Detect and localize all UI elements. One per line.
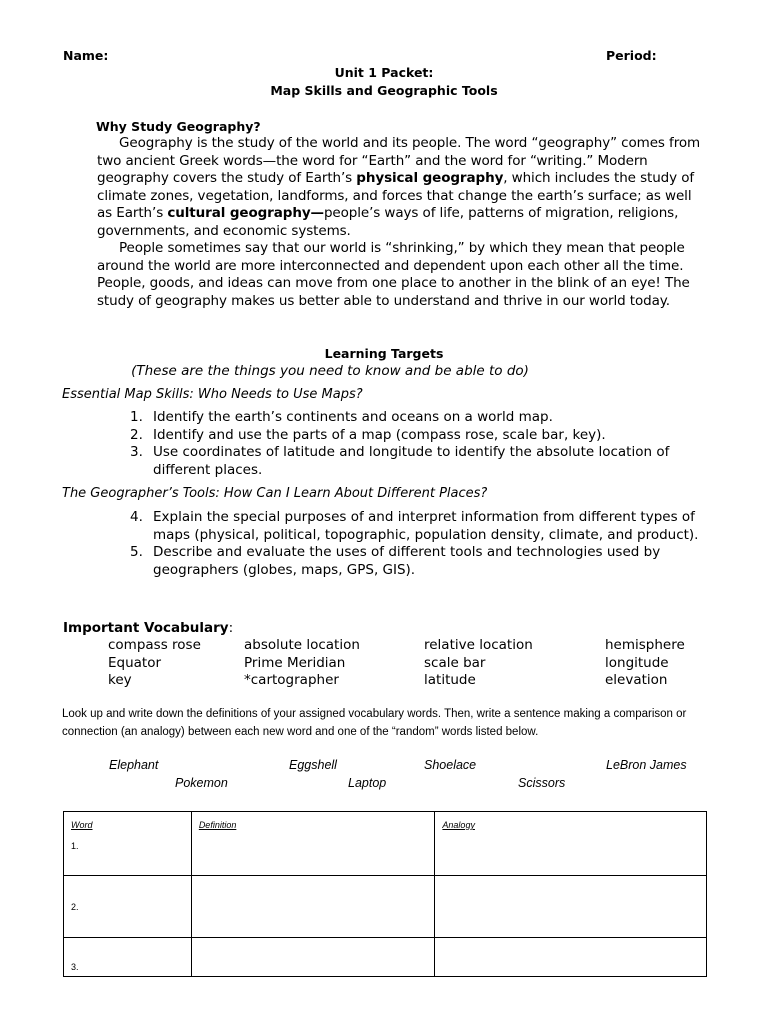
paragraph-2: People sometimes say that our world is “shrinking,” by which they mean that people around the world are more interconnected and dependent upon each other all the time. People, goods, and ideas can move from one place to another in the blink of an eye! The study of geography makes us better able to understand and thrive in our world today. <box>97 240 690 309</box>
paragraph-1: Geography is the study of the world and its people. The word “geography” comes from two ancient Greek words—the word for “Earth” and the word for “writing.” Modern geography covers the study of Earth’s physical geography, which includes the study of climate zones, vegetation, landforms, and forces that change the earth’s surface; as well as Earth’s cultural geography—people’s ways of life, patterns of migration, religions, governments, and economic systems. <box>97 135 701 239</box>
analogy-column-header: Analogy <box>442 820 475 830</box>
vocab-word: longitude <box>605 654 669 671</box>
random-word: Pokemon <box>175 776 228 790</box>
packet-subtitle: Map Skills and Geographic Tools <box>270 83 498 98</box>
word-cell[interactable] <box>64 812 192 876</box>
term-physical-geography: physical geography <box>356 170 504 186</box>
analogy-cell[interactable] <box>435 876 707 938</box>
definition-cell[interactable] <box>191 876 435 938</box>
random-word: Shoelace <box>424 758 477 772</box>
vocab-word: *cartographer <box>244 672 339 688</box>
list-item: 4. Explain the special purposes of and interpret information from different types of maps (physical, political, topographic, population density, climate, and product). <box>130 509 699 543</box>
section-geographer-tools: The Geographer’s Tools: How Can I Learn About Different Places? <box>62 486 488 501</box>
targets-list-1 <box>130 409 700 479</box>
random-word: LeBron James <box>606 758 687 772</box>
vocab-word: relative location <box>424 637 533 653</box>
analogy-cell[interactable] <box>435 938 707 977</box>
vocab-word: Prime Meridian <box>244 654 346 671</box>
term-cultural-geography: cultural geography— <box>167 205 324 221</box>
definition-column-header: Definition <box>198 820 237 830</box>
table-row <box>64 812 707 876</box>
word-column-header: Word <box>71 820 93 830</box>
learning-targets-heading: Learning Targets <box>324 346 444 361</box>
word-cell[interactable] <box>64 938 192 977</box>
list-item: 2. Identify and use the parts of a map (compass rose, scale bar, key). <box>130 426 606 443</box>
section-map-skills: Essential Map Skills: Who Needs to Use Maps? <box>62 387 363 402</box>
name-label: Name: <box>63 48 109 63</box>
definition-cell[interactable] <box>191 812 435 876</box>
vocab-word: key <box>108 672 132 688</box>
vocab-word: compass rose <box>108 637 201 653</box>
random-word: Elephant <box>109 758 159 772</box>
vocab-heading: Important Vocabulary: <box>63 620 234 636</box>
vocab-word: scale bar <box>424 654 486 671</box>
word-cell[interactable] <box>64 876 192 938</box>
analogy-cell[interactable] <box>435 812 707 876</box>
vocab-word: latitude <box>424 672 476 688</box>
list-item: 1. Identify the earth’s continents and oceans on a world map. <box>130 409 553 425</box>
definition-cell[interactable] <box>191 938 435 977</box>
instructions-text: Look up and write down the definitions of your assigned vocabulary words. Then, write a sentence making a comparison or connection (an analogy) between each new word and one of the “random” words listed below. <box>62 708 687 738</box>
vocab-word: elevation <box>605 672 668 688</box>
row-number: 3. <box>71 962 79 972</box>
random-word: Laptop <box>348 776 387 790</box>
table-row <box>64 938 707 977</box>
random-word: Scissors <box>518 776 566 790</box>
list-item: 3. Use coordinates of latitude and longitude to identify the absolute location of different places. <box>130 444 670 478</box>
vocab-word: Equator <box>108 654 162 671</box>
vocab-word: hemisphere <box>605 637 685 653</box>
period-label: Period: <box>606 48 657 63</box>
table-row <box>64 876 707 938</box>
learning-targets-subheading: (These are the things you need to know and be able to do) <box>131 363 529 379</box>
why-heading: Why Study Geography? <box>96 119 261 134</box>
packet-title: Unit 1 Packet: <box>334 65 434 80</box>
list-item: 5. Describe and evaluate the uses of different tools and technologies used by geographers (globes, maps, GPS, GIS). <box>130 544 661 578</box>
vocab-table <box>63 811 707 977</box>
vocab-word: absolute location <box>244 637 360 653</box>
vocab-word-grid <box>108 637 708 690</box>
why-paragraphs <box>97 135 707 310</box>
targets-list-2 <box>130 509 700 579</box>
row-number: 2. <box>71 901 79 912</box>
row-number: 1. <box>71 841 79 851</box>
random-word: Eggshell <box>289 758 337 772</box>
